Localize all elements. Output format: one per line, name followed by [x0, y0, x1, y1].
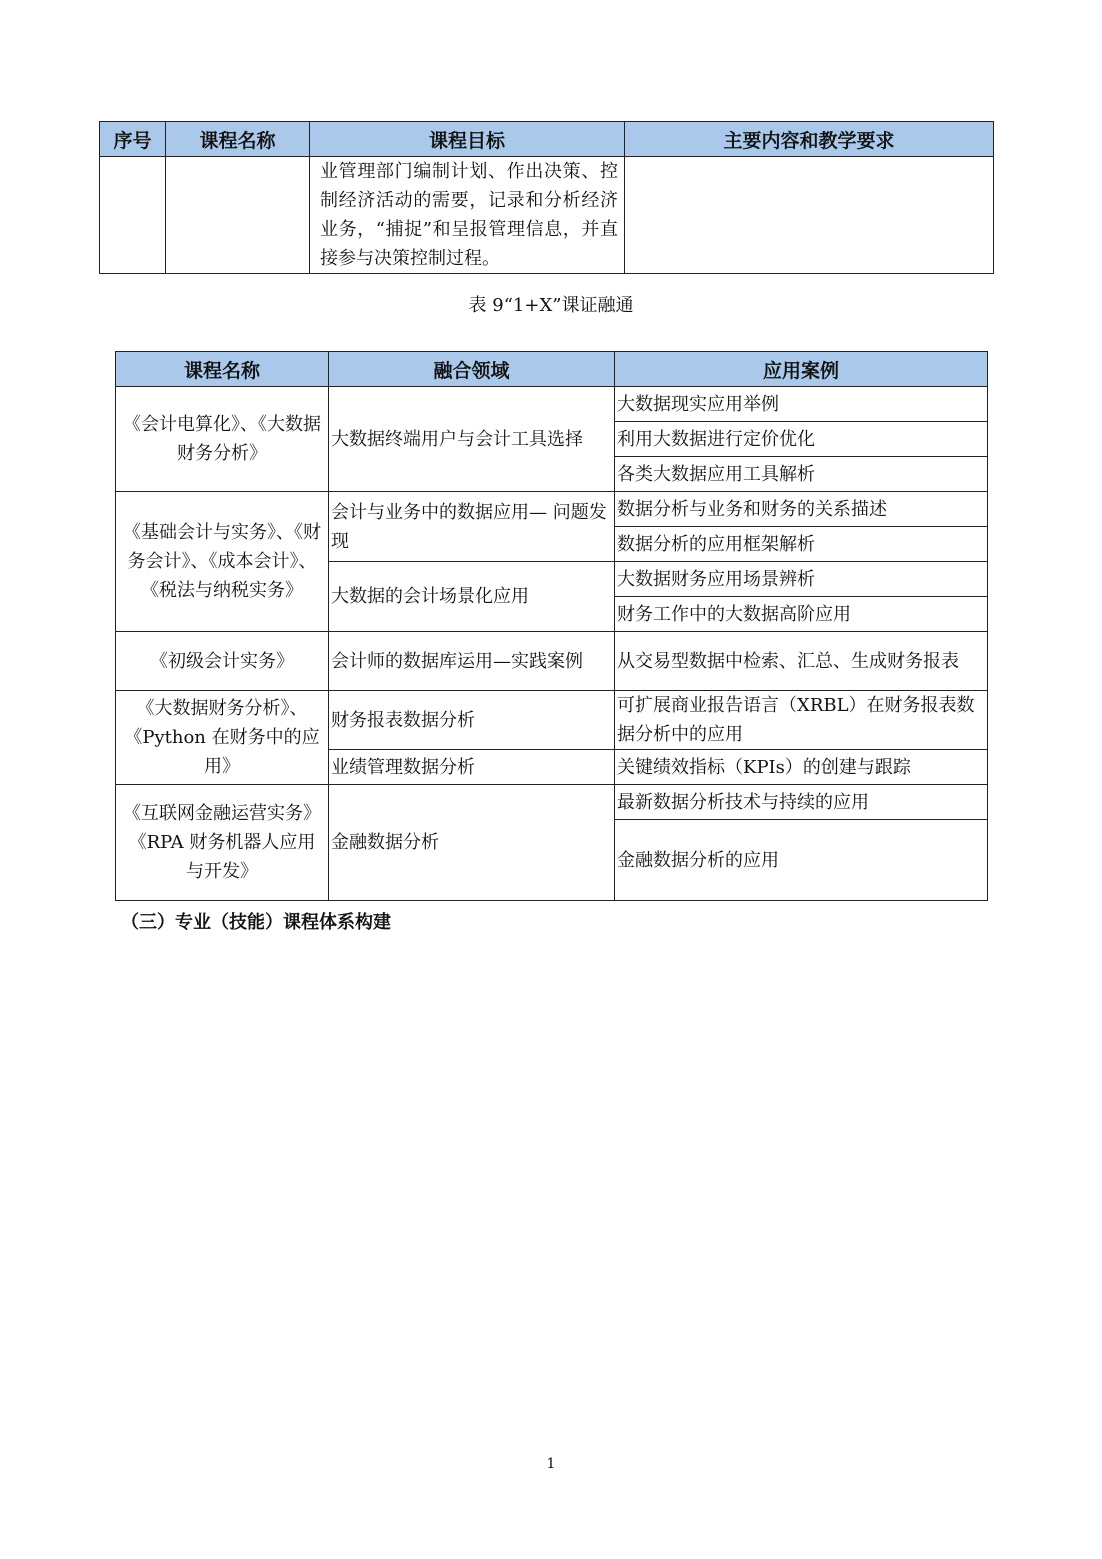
case-cell: 财务工作中的大数据高阶应用 [615, 597, 988, 632]
case-cell: 可扩展商业报告语言（XRBL）在财务报表数据分析中的应用 [615, 691, 988, 750]
case-cell: 数据分析的应用框架解析 [615, 527, 988, 562]
table-header-row [116, 352, 988, 387]
header-course-name: 课程名称 [166, 122, 310, 157]
course-table-continued [99, 121, 994, 274]
case-cell: 数据分析与业务和财务的关系描述 [615, 492, 988, 527]
course-cell: 《基础会计与实务》、《财务会计》、《成本会计》、《税法与纳税实务》 [116, 492, 329, 632]
table-row [116, 632, 988, 691]
header-index: 序号 [100, 122, 166, 157]
case-cell: 从交易型数据中检索、汇总、生成财务报表 [615, 632, 988, 691]
cell-course-name [166, 157, 310, 274]
field-cell: 财务报表数据分析 [329, 691, 615, 750]
table-row [100, 157, 994, 274]
cell-content [625, 157, 994, 274]
course-cell: 《初级会计实务》 [116, 632, 329, 691]
case-cell: 最新数据分析技术与持续的应用 [615, 785, 988, 820]
field-cell: 会计师的数据库运用—实践案例 [329, 632, 615, 691]
header-course-goal: 课程目标 [310, 122, 625, 157]
cell-course-goal: 业管理部门编制计划、作出决策、控制经济活动的需要，记录和分析经济业务，“捕捉”和呈报管理信息，并直接参与决策控制过程。 [310, 157, 625, 274]
field-cell: 金融数据分析 [329, 785, 615, 901]
case-cell: 关键绩效指标（KPIs）的创建与跟踪 [615, 750, 988, 785]
cell-index [100, 157, 166, 274]
certification-integration-table [115, 351, 988, 901]
page-number: 1 [546, 1456, 556, 1472]
header-content-requirements: 主要内容和教学要求 [625, 122, 994, 157]
case-cell: 大数据财务应用场景辨析 [615, 562, 988, 597]
field-cell: 业绩管理数据分析 [329, 750, 615, 785]
table-row [116, 492, 988, 527]
header-application-case: 应用案例 [615, 352, 988, 387]
course-cell: 《大数据财务分析》、《Python 在财务中的应用》 [116, 691, 329, 785]
case-cell: 各类大数据应用工具解析 [615, 457, 988, 492]
section-heading: （三）专业（技能）课程体系构建 [121, 912, 391, 933]
table-header-row [100, 122, 994, 157]
course-cell: 《互联网金融运营实务》《RPA 财务机器人应用与开发》 [116, 785, 329, 901]
table-row [116, 387, 988, 422]
field-cell: 大数据终端用户与会计工具选择 [329, 387, 615, 492]
case-cell: 大数据现实应用举例 [615, 387, 988, 422]
field-cell: 大数据的会计场景化应用 [329, 562, 615, 632]
case-cell: 利用大数据进行定价优化 [615, 422, 988, 457]
field-cell: 会计与业务中的数据应用— 问题发现 [329, 492, 615, 562]
header-course-name: 课程名称 [116, 352, 329, 387]
course-cell: 《会计电算化》、《大数据财务分析》 [116, 387, 329, 492]
case-cell: 金融数据分析的应用 [615, 820, 988, 901]
header-integration-field: 融合领域 [329, 352, 615, 387]
table-row [116, 691, 988, 750]
table-caption: 表 9“1+X”课证融通 [468, 295, 634, 316]
table-row [116, 785, 988, 820]
